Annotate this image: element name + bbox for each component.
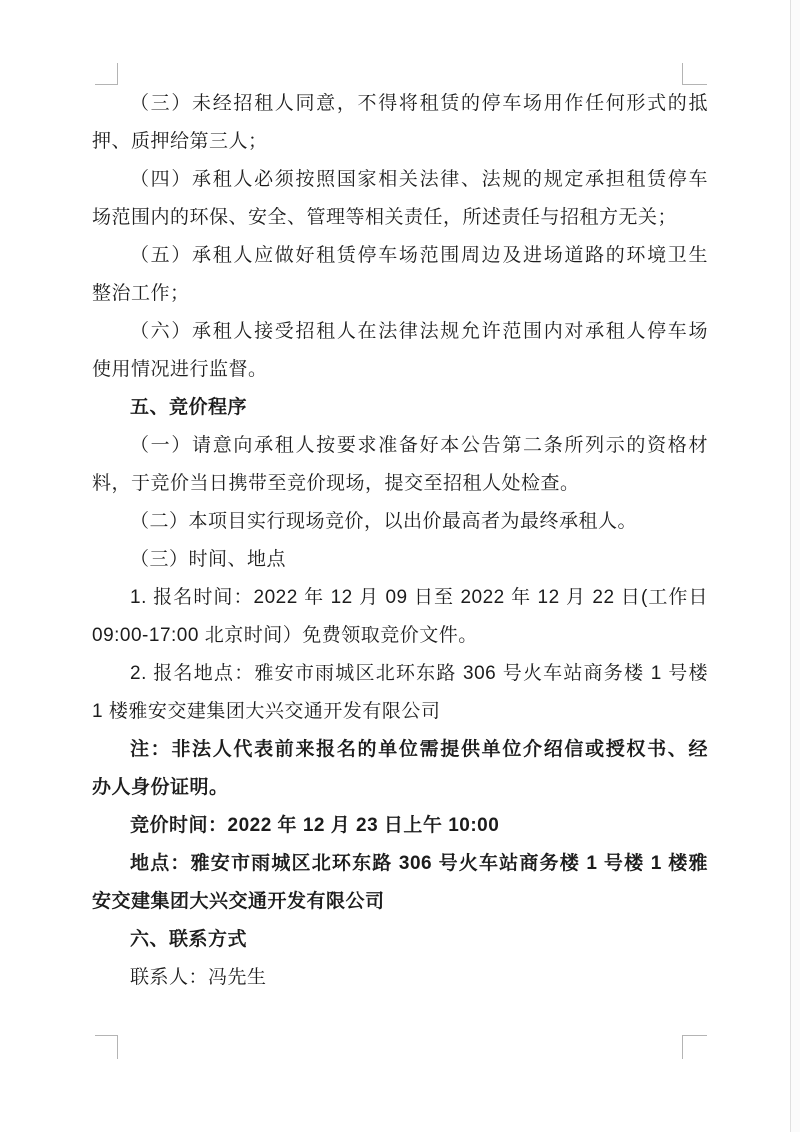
text-boundary-mark-bottom-right — [682, 1035, 707, 1059]
document-line: 使用情况进行监督。 — [92, 359, 268, 380]
document-line: 1 楼雅安交建集团大兴交通开发有限公司 — [92, 701, 441, 722]
text-boundary-mark-top-left — [95, 63, 118, 85]
document-line: 料，于竞价当日携带至竞价现场，提交至招租人处检查。 — [92, 473, 580, 494]
document-line: 1. 报名时间：2022 年 12 月 09 日至 2022 年 12 月 22 日(工作日 — [130, 587, 708, 608]
document-line: 押、质押给第三人； — [92, 131, 268, 152]
document-line: 六、联系方式 — [130, 929, 248, 950]
document-line: （三）时间、地点 — [130, 549, 287, 570]
document-line: 五、竞价程序 — [130, 397, 248, 418]
document-text — [92, 85, 708, 997]
document-line: 场范围内的环保、安全、管理等相关责任，所述责任与招租方无关； — [92, 207, 678, 228]
document-line: 地点：雅安市雨城区北环东路 306 号火车站商务楼 1 号楼 1 楼雅 — [130, 853, 708, 874]
text-boundary-mark-top-right — [682, 63, 707, 85]
text-boundary-mark-bottom-left — [95, 1035, 118, 1059]
document-line: 安交建集团大兴交通开发有限公司 — [92, 891, 385, 912]
document-line: 整治工作； — [92, 283, 190, 304]
document-line: （六）承租人接受招租人在法律法规允许范围内对承租人停车场 — [130, 321, 708, 342]
document-line: 办人身份证明。 — [92, 777, 229, 798]
document-line: 2. 报名地点：雅安市雨城区北环东路 306 号火车站商务楼 1 号楼 — [130, 663, 708, 684]
document-line: （四）承租人必须按照国家相关法律、法规的规定承担租赁停车 — [130, 169, 708, 190]
document-line: 联系人：冯先生 — [130, 967, 267, 988]
document-line: 注：非法人代表前来报名的单位需提供单位介绍信或授权书、经 — [130, 739, 708, 760]
document-line: （五）承租人应做好租赁停车场范围周边及进场道路的环境卫生 — [130, 245, 708, 266]
document-line: （二）本项目实行现场竞价，以出价最高者为最终承租人。 — [130, 511, 638, 532]
document-line: 竞价时间：2022 年 12 月 23 日上午 10:00 — [130, 815, 500, 836]
document-line: （三）未经招租人同意，不得将租赁的停车场用作任何形式的抵 — [130, 93, 708, 114]
page-edge-gutter — [791, 0, 800, 1132]
document-line: 09:00-17:00 北京时间）免费领取竞价文件。 — [92, 625, 478, 646]
document-line: （一）请意向承租人按要求准备好本公告第二条所列示的资格材 — [130, 435, 708, 456]
